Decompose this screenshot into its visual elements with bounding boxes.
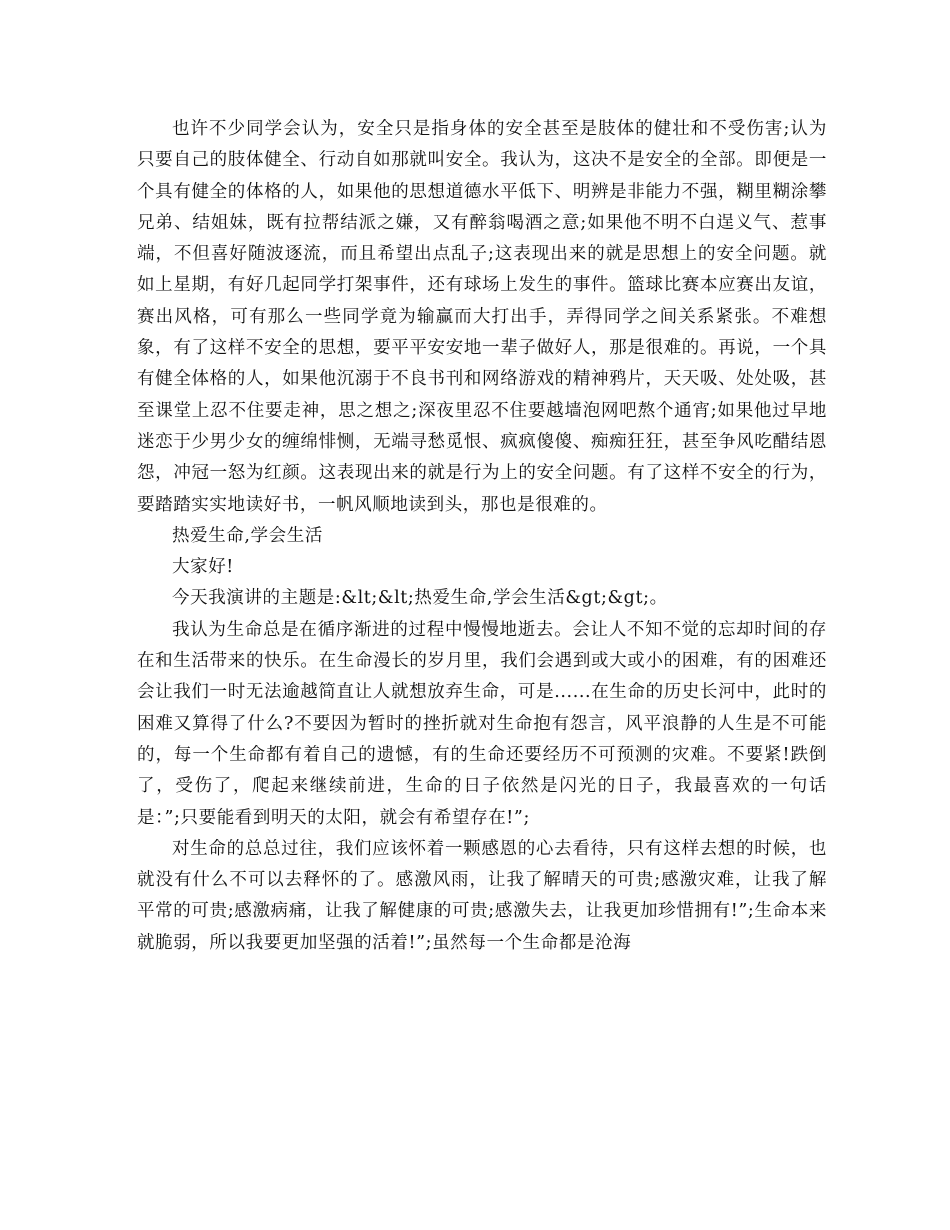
document-body: [137, 114, 827, 959]
greeting: 大家好!: [172, 557, 234, 578]
paragraph-safety: 也许不少同学会认为，安全只是指身体的安全甚至是肢体的健壮和不受伤害;认为只要自己的肢体健全、行动自如那就叫安全。我认为，这决不是安全的全部。即便是一个具有健全的体格的人，如果他的思想道德水平低下、明辨是非能力不强，糊里糊涂攀兄弟、结姐妹，既有拉帮结派之嫌，又有醉翁喝酒之意;如果他不明不白逞义气、惹事端，不但喜好随波逐流，而且希望出点乱子;这表现出来的就是思想上的安全问题。就如上星期，有好几起同学打架事件，还有球场上发生的事件。篮球比赛本应赛出友谊，赛出风格，可有那么一些同学竟为输赢而大打出手，弄得同学之间关系紧张。不难想象，有了这样不安全的思想，要平平安安地一辈子做好人，那是很难的。再说，一个具有健全体格的人，如果他沉溺于不良书刊和网络游戏的精神鸦片，天天吸、处处吸，甚至课堂上忍不住要走神，思之想之;深夜里忍不住要越墙泡网吧熬个通宵;如果他过早地迷恋于少男少女的缠绵悱恻，无端寻愁觅恨、疯疯傻傻、痴痴狂狂，甚至争风吃醋结恩怨，冲冠一怒为红颜。这表现出来的就是行为上的安全问题。有了这样不安全的行为，要踏踏实实地读好书，一帆风顺地读到头，那也是很难的。: [137, 119, 827, 515]
speech-theme: 今天我演讲的主题是:&lt;&lt;热爱生命,学会生活&gt;&gt;。: [172, 588, 668, 609]
paragraph-life: 我认为生命总是在循序渐进的过程中慢慢地逝去。会让人不知不觉的忘却时间的存在和生活带来的快乐。在生命漫长的岁月里，我们会遇到或大或小的困难，有的困难还会让我们一时无法逾越简直让人就想放弃生命，可是......在生命的历史长河中，此时的困难又算得了什么?不要因为暂时的挫折就对生命抱有怨言，风平浪静的人生是不可能的，每一个生命都有着自己的遗憾，有的生命还要经历不可预测的灾难。不要紧!跌倒了，受伤了，爬起来继续前进，生命的日子依然是闪光的日子，我最喜欢的一句话是：”;只要能看到明天的太阳，就会有希望存在!”;: [137, 619, 827, 828]
speech-title: 热爱生命,学会生活: [172, 525, 323, 546]
paragraph-gratitude: 对生命的总总过往，我们应该怀着一颗感恩的心去看待，只有这样去想的时候，也就没有什么不可以去释怀的了。感激风雨，让我了解晴天的可贵;感激灾难，让我了解平常的可贵;感激病痛，让我了解健康的可贵;感激失去，让我更加珍惜拥有!”;生命本来就脆弱，所以我要更加坚强的活着!”;虽然每一个生命都是沧海: [137, 838, 827, 953]
